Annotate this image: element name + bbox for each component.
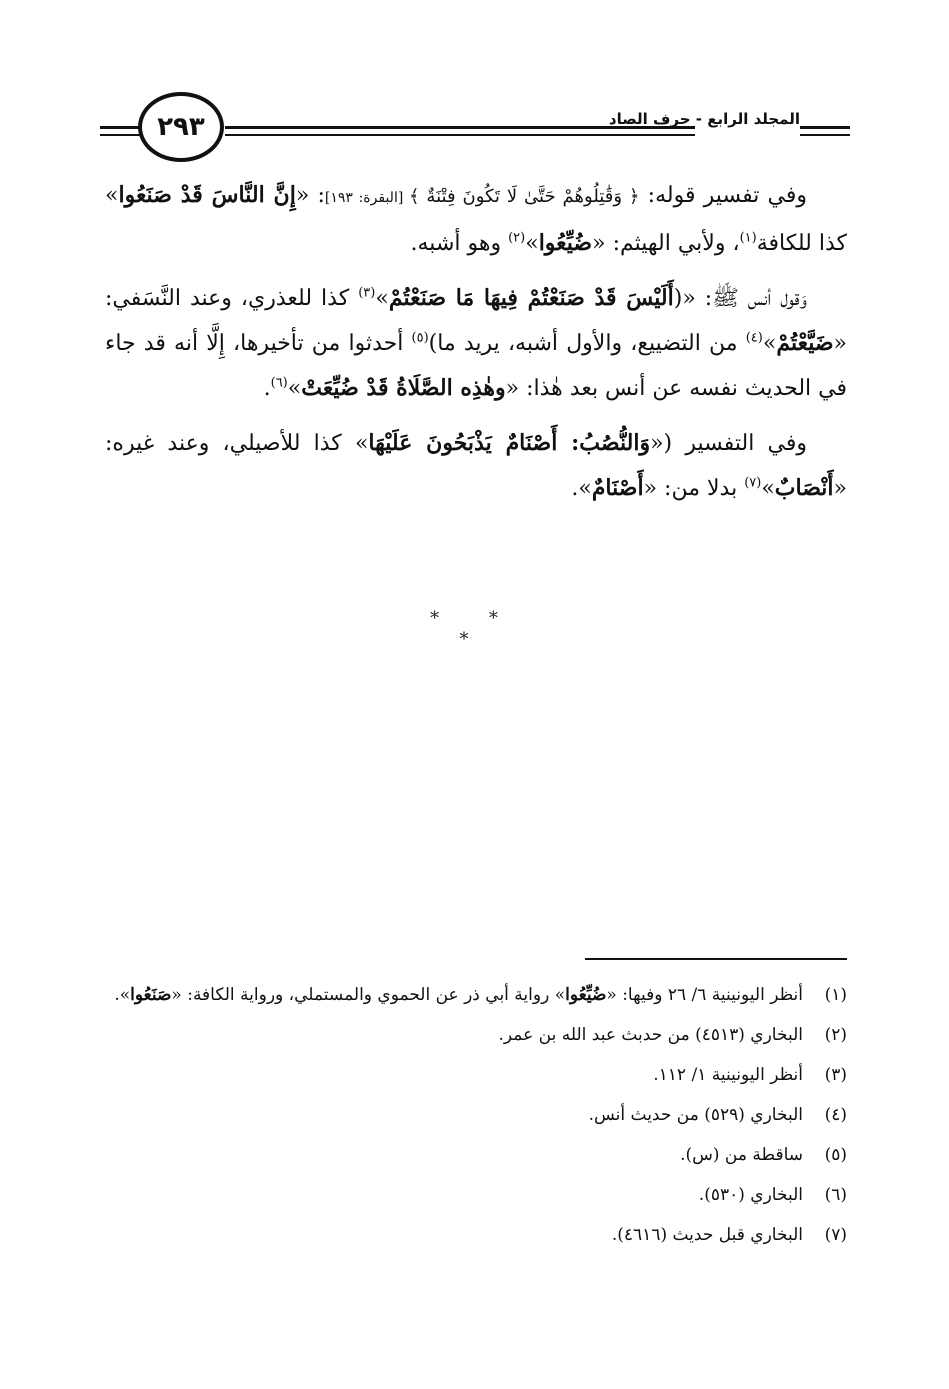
page-number: ٢٩٣	[157, 112, 205, 142]
footnote-item	[105, 1095, 847, 1135]
footnote-text: البخاري (٥٣٠).	[698, 1185, 803, 1205]
footnote-text: البخاري (٤٥١٣) من حدبث عبد الله بن عمر.	[498, 1025, 803, 1045]
footnote-item	[105, 1135, 847, 1175]
text-run: وفي تفسير قوله:	[639, 183, 808, 208]
running-head: المجلد الرابع - حرف الصاد	[608, 110, 800, 128]
text-run: .	[263, 376, 271, 401]
footnote-ref[interactable]: (١)	[739, 230, 757, 246]
text-run: أحدثوا من تأخيرها، إِلَّا أنه قد جاء في الحديث نفسه عن أنس بعد هٰذا: «	[105, 331, 847, 401]
verse-reference: [البقرة: ١٩٣]	[324, 190, 409, 206]
text-run: ».	[571, 476, 592, 501]
paragraph-2	[105, 276, 847, 411]
quoted-phrase: أَلَيْسَ قَدْ صَنَعْتُمْ فِيهَا مَا صَنَعْتُمْ	[388, 285, 674, 311]
footnote-item	[105, 1055, 847, 1095]
footnote-number: (٣)	[824, 1065, 847, 1085]
text-run: كذا للعذري، وعند النَّسَفي: «	[105, 286, 847, 356]
quoted-phrase: إِنَّ النَّاسَ قَدْ صَنَعُوا	[118, 182, 296, 208]
text-run: »	[761, 476, 775, 501]
text-run: »	[375, 286, 389, 311]
text-run: بدلا من: «	[643, 476, 745, 501]
text-run: ، ولأبي الهيثم: «	[592, 231, 740, 256]
text-run: وَقول أنس ﷺ: «(	[673, 286, 807, 311]
footnote-number: (٧)	[824, 1225, 847, 1245]
header-rule	[800, 134, 850, 136]
footnote-text: أنظر اليونينية ١/ ١١٢.	[653, 1065, 803, 1085]
footnote-text: ساقطة من (س).	[680, 1145, 803, 1165]
quoted-phrase: وَالنُّصُبُ: أَصْنَامٌ يَذْبَحُونَ عَلَيْهَا	[368, 430, 651, 456]
footnote-text: البخاري قبل حديث (٤٦١٦).	[611, 1225, 803, 1245]
footnote-number: (٢)	[824, 1025, 847, 1045]
quoted-phrase: وهٰذِه الصَّلَاةُ قَدْ ضُيِّعَتْ	[301, 375, 506, 401]
footnote-ref[interactable]: (٤)	[745, 330, 763, 346]
quoted-phrase: ضَيَّعْتُمْ	[776, 330, 834, 356]
paragraph-3	[105, 421, 847, 511]
page-header	[100, 88, 850, 168]
text-run: ».	[114, 985, 131, 1005]
footnotes-list	[105, 975, 847, 1255]
text-run: »	[762, 331, 777, 356]
text-run: وهو أشبه.	[410, 231, 509, 256]
footnote-item	[105, 1015, 847, 1055]
footnote-ref[interactable]: (٣)	[358, 285, 376, 301]
text-run: » كذا للكافة	[105, 183, 847, 256]
text-run: وفي التفسير («	[650, 431, 807, 456]
footnote-ref[interactable]: (٦)	[270, 375, 288, 391]
text-run: أنظر اليونينية ٦/ ٢٦ وفيها: «	[606, 985, 803, 1005]
text-run: » رواية أبي ذر عن الحموي والمستملي، ورواية الكافة: «	[171, 985, 566, 1005]
footnote-item	[105, 975, 847, 1015]
header-rule	[100, 126, 140, 129]
quran-verse: ﴿ وَقَٰتِلُوهُمْ حَتَّىٰ لَا تَكُونَ فِتْنَةٌ ﴾	[408, 186, 640, 207]
footnote-ref[interactable]: (٥)	[411, 330, 429, 346]
text-run: »	[287, 376, 302, 401]
header-rule	[800, 126, 850, 129]
header-rule	[100, 134, 140, 136]
section-separator: * * *	[430, 608, 520, 650]
quoted-phrase: ضُيِّعُوا	[538, 230, 593, 256]
footnote-ref[interactable]: (٢)	[508, 230, 526, 246]
footnote-number: (٥)	[824, 1145, 847, 1165]
quoted-phrase: أَنْصَابٌ	[774, 475, 834, 501]
text-run: » كذا للأصيلي، وعند غيره: «	[105, 431, 847, 501]
footnote-text: البخاري (٥٢٩) من حديث أنس.	[588, 1105, 803, 1125]
footnote-ref[interactable]: (٧)	[744, 475, 762, 491]
page-number-badge	[138, 92, 224, 162]
header-rule	[225, 134, 695, 136]
footnote-number: (٤)	[824, 1105, 847, 1125]
footnote-item	[105, 1215, 847, 1255]
footnote-number: (٦)	[824, 1185, 847, 1205]
footnote-text	[105, 975, 803, 1015]
footnote-number: (١)	[824, 985, 847, 1005]
quoted-phrase: صَنَعُوا	[130, 985, 172, 1005]
footnote-divider	[585, 958, 847, 960]
text-run: »	[525, 231, 539, 256]
quoted-phrase: ضُيِّعُوا	[565, 985, 607, 1005]
main-text	[105, 173, 847, 521]
quoted-phrase: أَصْنَامٌ	[591, 475, 644, 501]
text-run: : «	[295, 183, 325, 208]
text-run: من التضييع، والأول أشبه، يريد ما)	[428, 331, 746, 356]
paragraph-1	[105, 173, 847, 266]
footnote-item	[105, 1175, 847, 1215]
